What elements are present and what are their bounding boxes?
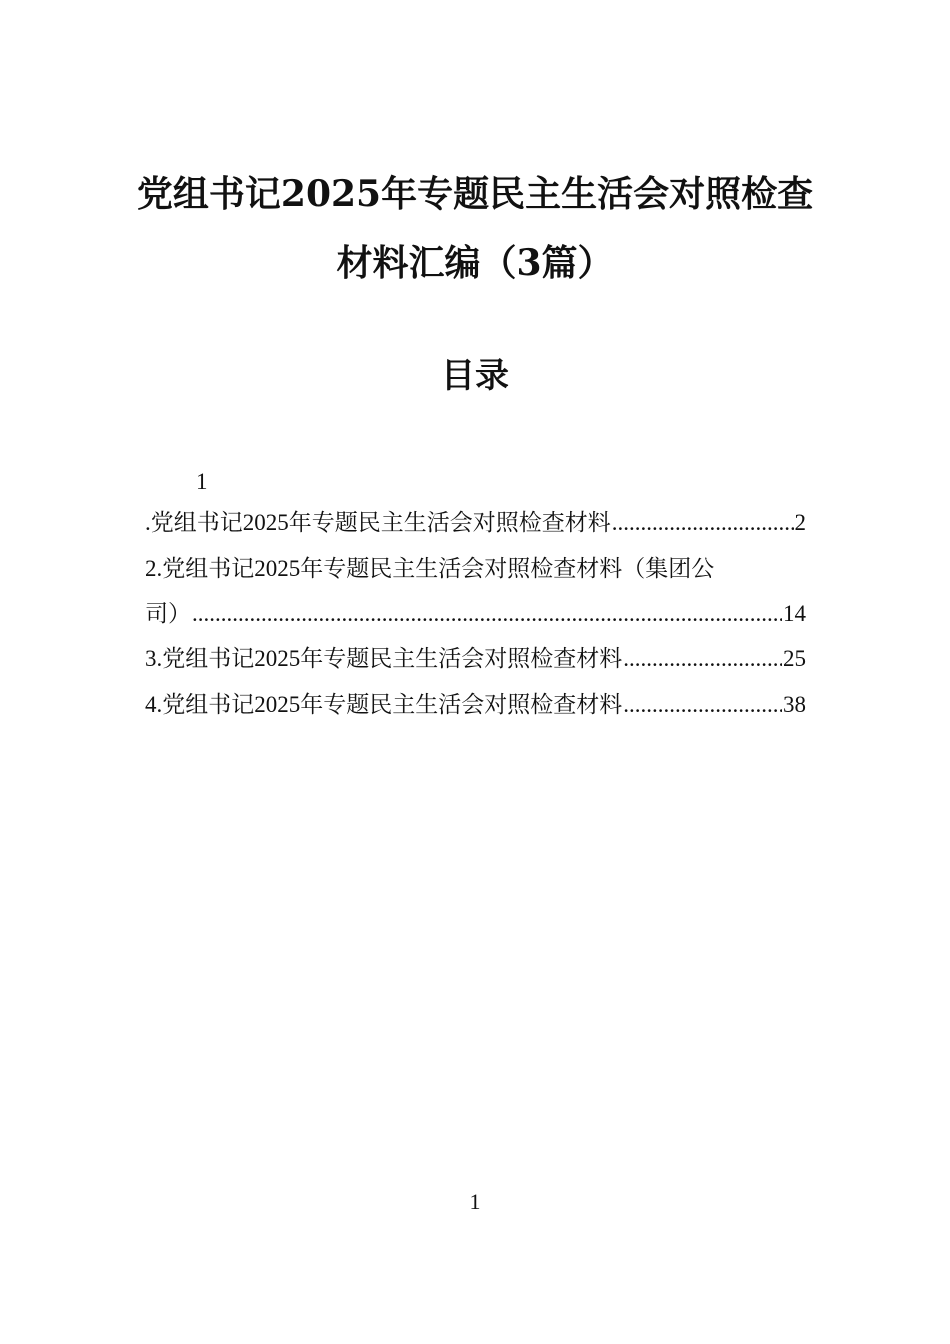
page-number: 1 bbox=[469, 1189, 481, 1214]
toc-entry-page: 38 bbox=[783, 692, 806, 717]
toc-leader-dots bbox=[612, 506, 794, 540]
toc-leader-dots bbox=[623, 688, 782, 722]
toc-entry-title: 司） bbox=[145, 601, 191, 626]
toc-entry-title: 4.党组书记2025年专题民主生活会对照检查材料 bbox=[145, 692, 623, 717]
document-title-line-1: 党组书记2025年专题民主生活会对照检查 bbox=[136, 173, 814, 215]
toc-heading: 目录 bbox=[441, 356, 509, 396]
toc-entry-2-continued[interactable] bbox=[145, 597, 806, 631]
toc-leader-dots bbox=[623, 642, 782, 676]
toc-entry-3[interactable] bbox=[145, 642, 806, 676]
toc-leader-dots bbox=[192, 597, 782, 631]
toc-entry-4[interactable] bbox=[145, 688, 806, 722]
toc-entry-page: 14 bbox=[783, 601, 806, 626]
toc-stray-number: 1 bbox=[196, 469, 208, 494]
toc-entry-page: 25 bbox=[783, 646, 806, 671]
toc-entry-title: 3.党组书记2025年专题民主生活会对照检查材料 bbox=[145, 646, 623, 671]
toc-entry-page: 2 bbox=[794, 510, 806, 535]
toc-entry-title: 2.党组书记2025年专题民主生活会对照检查材料（集团公 bbox=[145, 556, 715, 581]
toc-entry-title: .党组书记2025年专题民主生活会对照检查材料 bbox=[145, 510, 611, 535]
toc-entry-1[interactable] bbox=[145, 506, 806, 540]
toc-entry-2[interactable] bbox=[145, 552, 806, 586]
document-title-line-2: 材料汇编（3篇） bbox=[336, 242, 614, 284]
